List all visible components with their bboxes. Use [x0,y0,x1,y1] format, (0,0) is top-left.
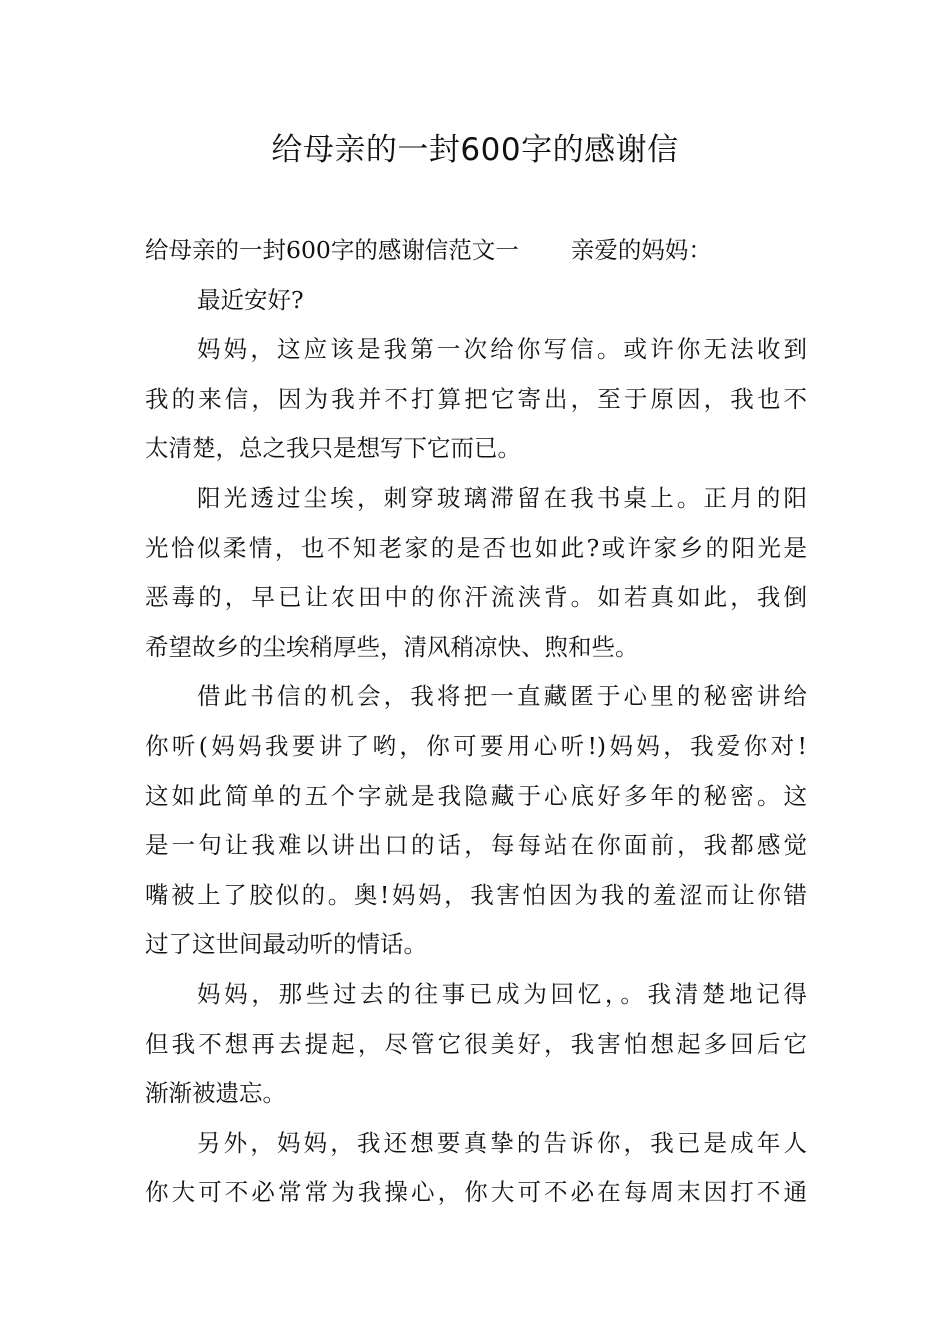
body-text-line: 但我不想再去提起，尽管它很美好，我害怕想起多回后它 [145,1029,807,1058]
body-text-line: 希望故乡的尘埃稍厚些，清风稍凉快、煦和些。 [145,632,639,661]
body-text-line: 恶毒的，早已让农田中的你汗流浃背。如若真如此，我倒 [145,583,807,612]
body-text-line: 妈妈，那些过去的往事已成为回忆，。我清楚地记得 [197,979,807,1008]
body-text-line: 光恰似柔情，也不知老家的是否也如此?或许家乡的阳光是 [145,533,807,562]
body-text-line: 另外，妈妈，我还想要真挚的告诉你，我已是成年人 [197,1128,807,1157]
letter-body [145,226,807,1218]
body-text-line: 这如此简单的五个字就是我隐藏于心底好多年的秘密。这 [145,781,807,810]
body-text-line: 嘴被上了胶似的。奥!妈妈，我害怕因为我的羞涩而让你错 [145,880,807,909]
body-text-line: 你大可不必常常为我操心，你大可不必在每周末因打不通 [145,1178,807,1207]
body-text-line: 妈妈，这应该是我第一次给你写信。或许你无法收到 [197,335,807,364]
body-text-line: 阳光透过尘埃，刺穿玻璃滞留在我书桌上。正月的阳 [197,483,807,512]
body-text-line: 是一句让我难以讲出口的话，每每站在你面前，我都感觉 [145,831,807,860]
body-text-line: 你听(妈妈我要讲了哟，你可要用心听!)妈妈，我爱你对! [145,731,807,760]
page-title: 给母亲的一封600字的感谢信 [271,132,679,168]
body-text-line: 太清楚，总之我只是想写下它而已。 [145,434,521,463]
body-text-line: 借此书信的机会，我将把一直藏匿于心里的秘密讲给 [197,682,807,711]
body-text-line: 过了这世间最动听的情话。 [145,930,427,959]
salutation: 亲爱的妈妈： [570,236,712,264]
body-text-line: 渐渐被遗忘。 [145,1079,286,1108]
body-text-line: 我的来信，因为我并不打算把它寄出，至于原因，我也不 [145,384,807,413]
intro-line [145,226,807,276]
body-text-line: 最近安好? [197,285,304,314]
intro-heading: 给母亲的一封600字的感谢信范文一 [145,236,519,264]
